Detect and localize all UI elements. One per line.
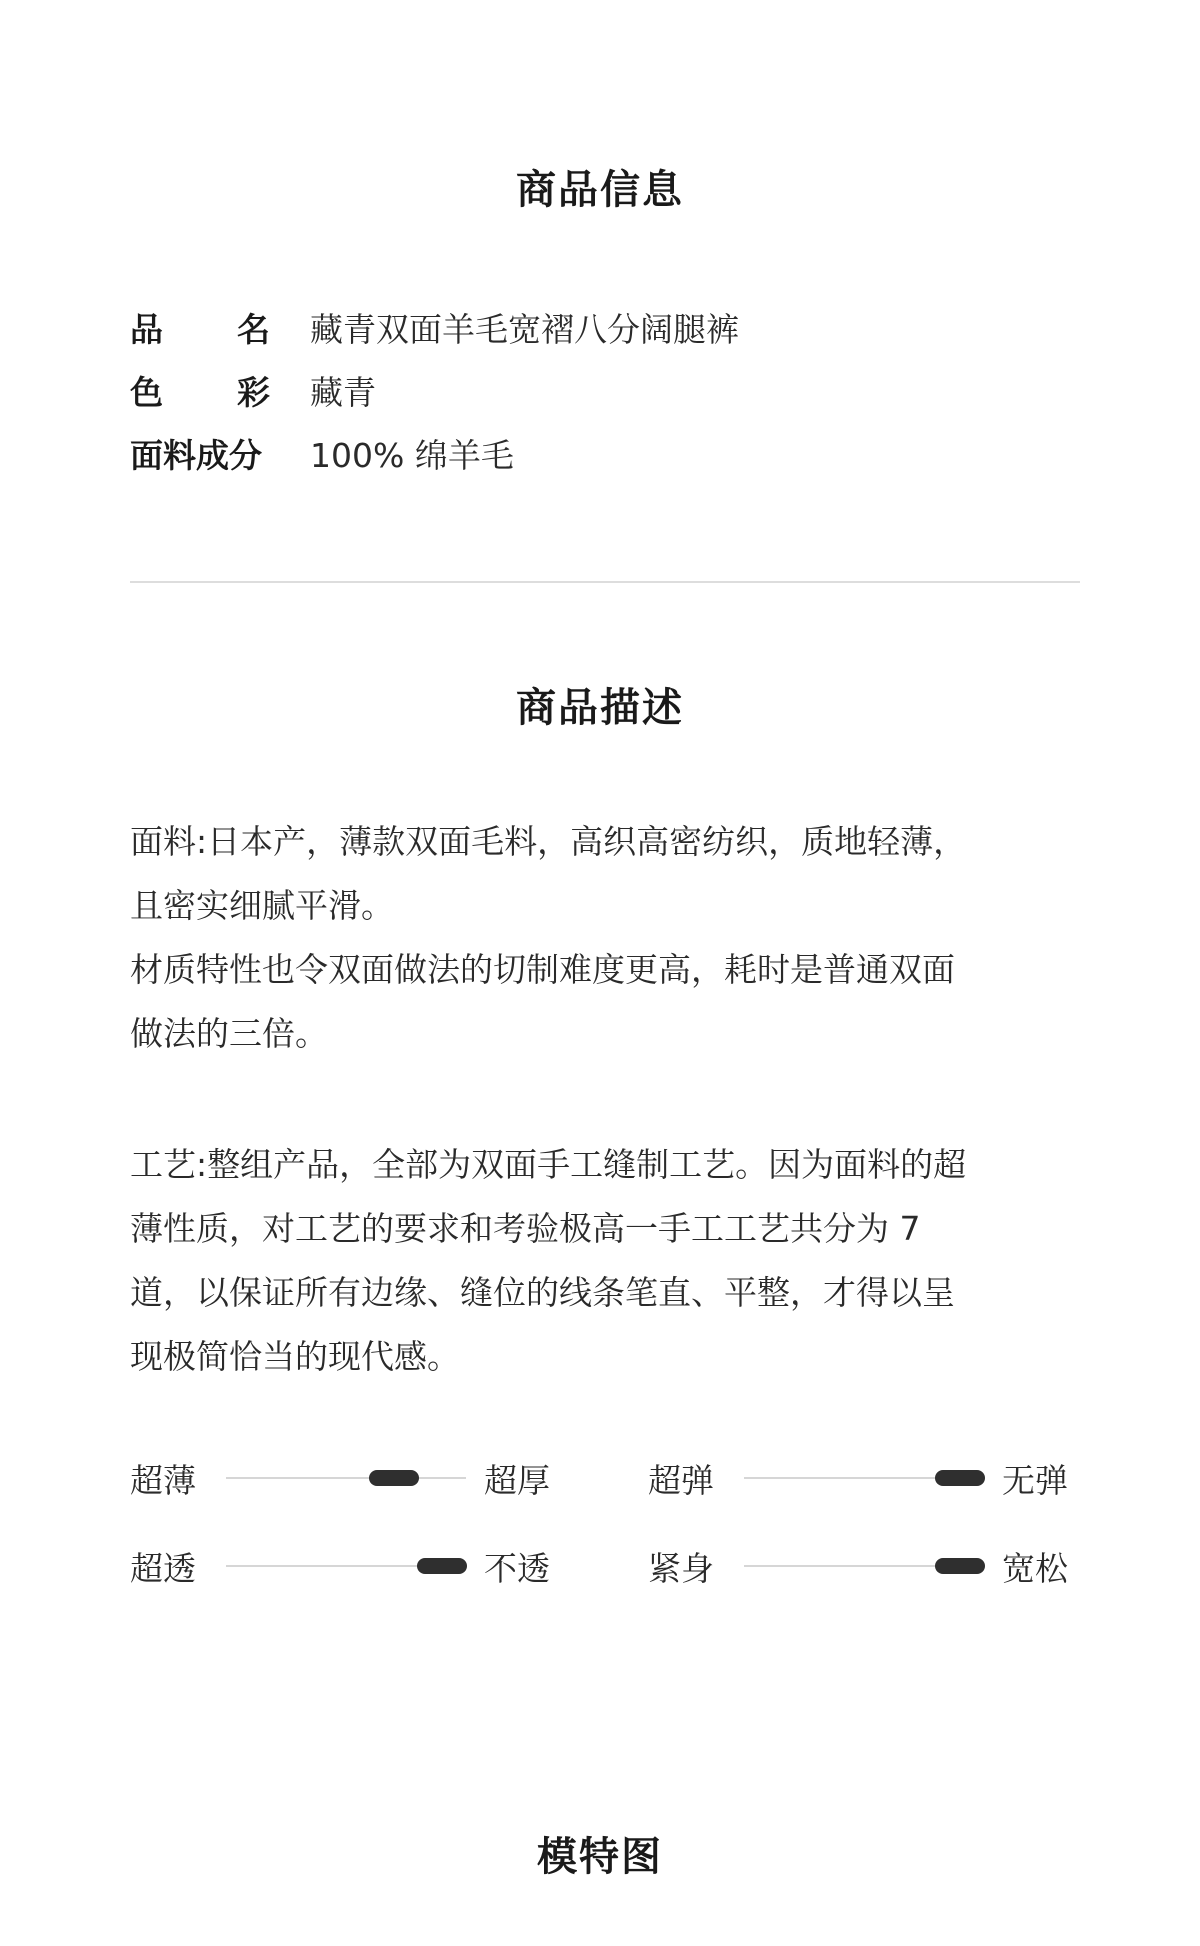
desc-paragraph-craft [130, 1133, 1080, 1389]
scale-left-label: 超薄 [130, 1460, 196, 1500]
info-label-name-char1: 品 [130, 309, 163, 349]
scale-track [744, 1541, 984, 1591]
model-title: 模特图 [537, 1833, 663, 1880]
info-label-name-char2: 名 [237, 309, 270, 349]
info-value-fabric: 100% 绵羊毛 [310, 435, 514, 475]
info-label-color-char2: 彩 [237, 372, 270, 412]
scale-right-label: 不透 [484, 1548, 550, 1588]
info-label-fabric-text: 面料成分 [130, 435, 262, 475]
scale-track [226, 1541, 466, 1591]
desc-line: 薄性质，对工艺的要求和考验极高一手工工艺共分为 7 [130, 1209, 921, 1248]
scale-right-label: 无弹 [1002, 1460, 1068, 1500]
desc-line: 工艺:整组产品，全部为双面手工缝制工艺。因为面料的超 [130, 1145, 967, 1184]
scale-knob [417, 1558, 467, 1574]
scale-right-label: 超厚 [484, 1460, 550, 1500]
scale-left-label: 紧身 [648, 1548, 714, 1588]
scale-right-label: 宽松 [1002, 1548, 1068, 1588]
scale-elasticity [648, 1453, 1068, 1503]
scale-track [744, 1453, 984, 1503]
scale-left-label: 超透 [130, 1548, 196, 1588]
info-row-fabric [130, 428, 514, 478]
scale-line [226, 1477, 466, 1479]
product-desc-title: 商品描述 [516, 684, 684, 731]
scale-thickness [130, 1453, 550, 1503]
scale-knob [935, 1470, 985, 1486]
desc-line: 道，以保证所有边缘、缝位的线条笔直、平整，才得以呈 [130, 1273, 955, 1312]
desc-line: 做法的三倍。 [130, 1014, 328, 1053]
info-row-color [130, 365, 376, 415]
info-value-name: 藏青双面羊毛宽褶八分阔腿裤 [310, 309, 739, 349]
section-divider [130, 581, 1080, 583]
scale-transparency [130, 1541, 550, 1591]
product-info-title: 商品信息 [516, 166, 684, 213]
info-label-color-char1: 色 [130, 372, 163, 412]
scale-left-label: 超弹 [648, 1460, 714, 1500]
info-label-color [130, 367, 310, 414]
info-row-name [130, 302, 739, 352]
scale-track [226, 1453, 466, 1503]
desc-line: 材质特性也令双面做法的切制难度更高，耗时是普通双面 [130, 950, 955, 989]
info-value-color: 藏青 [310, 372, 376, 412]
desc-line: 面料:日本产，薄款双面毛料，高织高密纺织，质地轻薄， [130, 822, 967, 861]
scale-fit [648, 1541, 1068, 1591]
desc-line: 且密实细腻平滑。 [130, 886, 394, 925]
scale-knob [369, 1470, 419, 1486]
desc-line: 现极简恰当的现代感。 [130, 1337, 460, 1376]
scale-knob [935, 1558, 985, 1574]
info-label-name [130, 304, 310, 351]
info-label-fabric [130, 430, 310, 477]
desc-paragraph-fabric [130, 810, 1080, 1066]
